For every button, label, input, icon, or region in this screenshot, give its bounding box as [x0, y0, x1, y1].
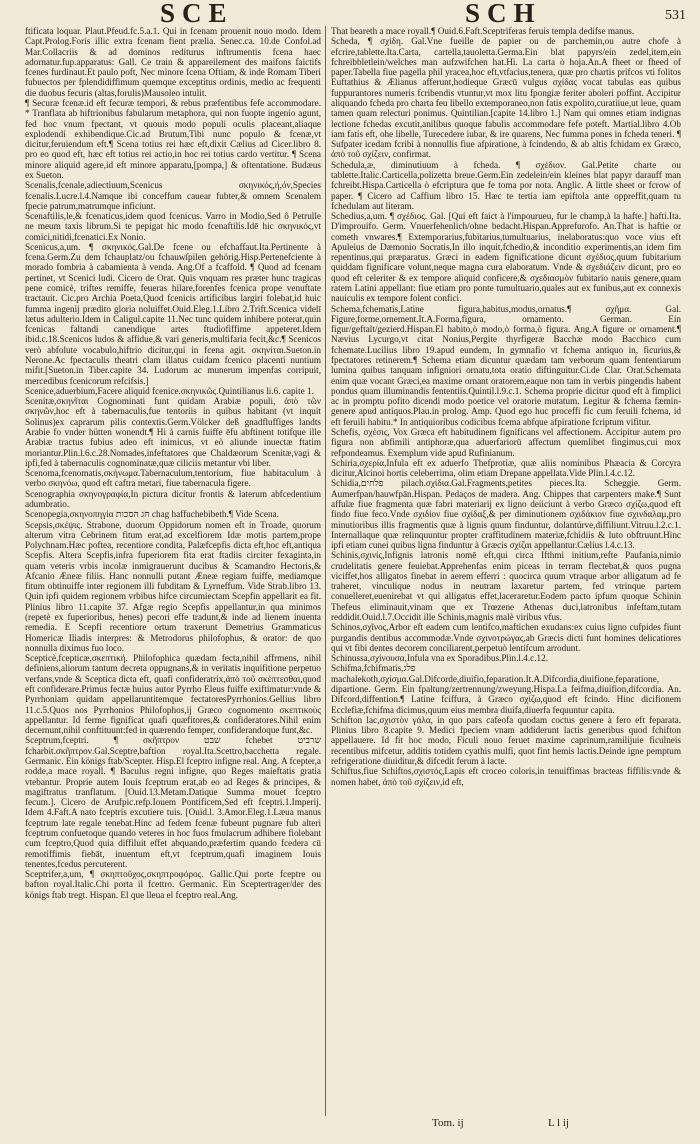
- dictionary-entry: That beareth a mace royall.¶ Ouid.6.Faft.Sceptriferas feruis templa dedifse manus.: [331, 26, 635, 36]
- dictionary-entry: Sceptrifer,a,um, ¶ σκηπτοῦχος,σκηπτροφόρος. Gallic.Qui porte fceptre ou bafton royal.Italic.Chi porta il fcettro. Germanic. Ein Sceptertrager/der des königs ftab tregt. Hispan. El que lleua el fceptro real.Ang.: [25, 869, 321, 900]
- header-left-guide-word: SCE: [160, 0, 234, 28]
- dictionary-entry: Schedius,a,um. ¶ σχέδιος. Gal. [Qui eft faict à l'impourueu, fur le champ,à la hafte.] hafti.Ita. D'improuifo. Germ. Vnuerfehenlich/ohne bedacht.Hispan.Apprefurofo. An.That is haftie or cometh vnwares.¶ Extemporarius,fubitarius,tumultuarius, inelaboratus:quo voce vius eft Apuleius de Dæmonio Socratis,In illo inquit,fchedio,& inconditio experimentis,an idem fim repentinus,qui præparatus. Græci in eadem fignificatione dicunt σχέδιος,quum fubitarium quiddam fignificare volunt,neque magna cura elaboratum. Vnde & σχεδιάζειν dicunt, pro eo quod eft celeriter & ex tempore aliquid conficere,& σχεδιασμὸν fubitario nauis genere,quam ratem Latini appellant: fiue etiam pro ponte tumultuario,quales aut ex funibus,aut ex connexis nauiculis ex tempore folent confici.: [331, 211, 681, 304]
- dictionary-entry: Scenoma,fcenomatis,σκήνωμα.Tabernaculum,tentorium, fiue habitaculum à verbo σκηνόω, quod eft caftra metari, fiue tabernacula figere.: [25, 468, 321, 489]
- dictionary-entry: Schifton lac,σχιστὸν γάλα, in quo pars cafeofa quodam coctus genere à fero eft feparata. Plinius libro 8.capite 9. Medici fpeciem vnam addiderunt lactis generibus quod fchifton appellauere. Id fit hoc modo, Ficuli nouo feruet maxime caprinum,ramilijuie ficulneis recentibus mifcetur, additis totidem cyathis mulfi, quot fint hemis lactis.Deinde igne pemptum refrigeratione diuiditur,& difcedit ferum à lacte.: [331, 714, 681, 766]
- dictionary-entry: Scenographia σκηνογραφία,In pictura dicitur frontis & laterum abfcedentium adumbratio.: [25, 488, 321, 509]
- dictionary-entry: Schinussa,σχίνουσα,Infula vna ex Sporadibus.Plin.l.4.c.12.: [331, 653, 549, 664]
- dictionary-entry: Scenice,aduerbium,Facere aliquid fcenice.σκηνικῶς.Quintilianus li.6. capite 1.: [25, 385, 314, 396]
- dictionary-entry: Schefis, σχέσις, Vox Græca eft habitudinem fignificans vel affectionem. Accipitur autem pro figura non abfimili antiphoræ,qua aduerfariorū affectum quemlibet fingimus,cui mox refpondeamus. Exemplum vide apud Rufinianum.: [331, 426, 681, 458]
- dictionary-entry: Scheda, ¶ σχίδη. Gal.Vne fueille de papier ou de parchemin,ou autre chofe à efcrire,tablette.Ita.Carta, cartella,tauoletta.Germa.Ein blat papyrs/ein zedel,item,ein fchreibbletlein/welches man aufzwifchen hat.Hi. La carta ò hoja.An.A fheet or fheed of paper.Tabella fiue pagella phil yracea,hoc eft,vtfacius,tenera, quæ pro chartis prifcos vti folitos Euftathius & Ælianus afferunt,hodieque Græcū vulgus σχίδας vocat tabulas eas quibus fuppurantores numeris fcribendis vtuntur,vt mox litu fpongiæ feriter aboleri poffint. Accipitur aliquando fcheda pro charta feu libello extemporaneo,non fatis expolito,curatiiue,ut leue, quam tamen quam relecturi ponimus. Quintilian.[capite 14.libro 1.] Nam qui omnes etiam indignas lectione fchedas excutit,anilibus quoque fabulis accommodare fefe poteft. Martial.libro 4.Ob iam fatis eft, ohe libelle, Turecedere iubar, & ire quarens, Nec fumma pones in fcheda teneri. ¶ Sufpater icedam fcribi à nonnullis fiue afpiratione, à fcindendo, & ab altis fchidam ex Græco, ἀπὸ τοῦ σχίζειν, confirmat.: [331, 36, 681, 160]
- dictionary-entry: Scepticè,fcepticæ,σκεπτική. Philofophica quædam fecta,nihil affrmens, nihil definiens,aliorum tantum decreta oppugnans,& in veritatis inquifitione perpetuo verfans,vnde & Sceptica dicta eft, quafi confideratrix,ἀπὸ τοῦ σκέπτεσθαι,quod eft confiderare.Primus fectæ huius autor Pyrrho Eleus fuiffe exiftimatur:vnde & Pyrrhoniam quidam appellaruntitemque fectatoresPyrrhonios.Gellius libro 11.c.5.Quos nos Pyrrhonios Philofophos,ij Græco cognomento σκεπτικοὺς appellantur. Id ferme fignificat quafi quæfitores,& confideratores.Nihil enim decernunt,nihil conftituunt:fed in quærendo femper, confiderandoque funt,&c.: [25, 653, 321, 736]
- dictionary-entry: Scenalis,fcenale,adiectiuum,Scenicus σκηνικός,ή,όν,Species fcenalis.Lucre.l.4.Namque ibi conceffum cauear fubter,& omnem Scenalem fpecie patrum,matrumque inficiunt.: [25, 180, 321, 211]
- right-column: [331, 26, 681, 1114]
- left-column: [25, 26, 321, 1114]
- dictionary-entry: Schinos,σχῖνος,Arbor eft eadem cum lentifco,maftichen exudans:ex cuius ligno cufpides fiunt purgandis dentibus accommodæ.Vnde σχινοτρώγας,ab Græcis dicti funt homines delicatiores qui vt fibi dentes decorem conciliarent,perpetuò lentifcum arrodunt.: [331, 622, 681, 653]
- dictionary-entry: Scenaftilis,le,& fcenaticus,idem quod fcenicus. Varro in Modio,Sed ô Petrulle ne meum taxis librum.Si te pepigat hic modo fcenaftilis.Idē hic σκηνικός,vt comici,nitidi,fcenatici.Ex Nonio.: [25, 211, 321, 242]
- dictionary-entry: Scenicus,a,um. ¶ σκηνικός.Gal.De fcene ou efchaffaut.Ita.Pertinente à fcena.Germ.Zu dem fchauplatz/ou fchauwſpilen gehörig.Hisp.Pertenefciente à morado fombria à cabamienta à venda. Ang.Of a fcaffold. ¶ Quod ad fcenam pertinet, vt Scenici ludi. Cicero de Orat. Quis vnquam res præter hunc tragicas pene comicè, triftes remiffe, feueras hilare,forenfes fcenica prope venuftate tractauit. Cic.pro Archia Poeta,Quod fcenicis artificibus largiri folebat,id huic fumma ingenij prædito gloria noluiffet.Ouid.Eleg.1.Libro 2.Trift.Scenica videlī lætus adulterio.Idem in Caligul.capite 11.Nec tunc quidem inhibere poterat,quin fcenicas faltandi canendique artes ftudiofiffime appeteret.Idem ibid.c.18.Scenicos ludos & affidue,& vari generis,multifaria fecit,&c.¶ Scenicos verò abfolute vocabulo,hiftrio dicitur,qui in fcena agit. σκηνίται.Sueton.in Nerone.Ac fpectaculis theatri clam illatus cuidam fcenico placenti nuntium mifit.[Sueton.in Tiber.capite 34. Ludorum ac munerum impenfas corripuit, mercedibus fcenicorum refcifsis.]: [25, 241, 321, 386]
- header-right-guide-word: SCH: [465, 0, 542, 28]
- column-divider: [325, 26, 326, 1116]
- dictionary-entry: ftificata loquar. Plaut.Pfeud.fc.5.a.1. Qui in fcenam prouenit nouo modo. Idem Capt.Prolog.Foris illic extra fcenam fient prælia. Senec.ca. 10.de Confol.ad Mar.Collacriis & ad dominos rediturus inftrumentis fcena haec adornatur.fup.apparatus: Gall. Ce train & appareilement des maifons faictifs fcenes furdinaut.Et paulo poft, Nec minore fcena Oftiam, & inde Romam Tiberi fubuectos per fplendidiffimum quemque exceptitus ordinis, medio ac frequenti die duobus fecuris (altas,forulis)Mausoleo intulit.: [25, 26, 321, 98]
- dictionary-entry: Schema,fchematis,Latine figura,habitus,modus,ornatus.¶ σχῆμα. Gal. Figure,forme,ornement.It.A.Forma,figura, ornamento. German. Ein figur/geftalt/gezierd.Hispan.El habito,ò modo,ò forma,ò figura. Ang.A figure or ornament.¶ Nævius Lycurgo,vt citat Nonius,Pergite thyrfigeræ Bacchæ modo Bacchico cum fchemate.Lucilius libro 19.apud eundem, In gymnafio vt fchema antiquo in, ficurius,& fpectatores retinerem.¶ Schema etiam dicuntur quædam tam verborum quam fententiarum lumina quibus tanquam infigniori ornatu,tota oratio diftinguitur.Ci.de Clar. Orat.Schemata enim quæ vocant Græci,ea maxime ornant oratorem,eaque non tam in verbis pingendis habent pondus quam illuminandis fententiis.Quintil.l.9.c.1. Schema proprie dicitur quod eft à fimplici ac in promptu pofito dicendi modo poetice vel oratorie mutatum. Legitur & fchema fæmin-genere apud antiquos.Plau.in prolog. Amp. Quod ego huc proceffi fic cum feruili fchema, id eft feruili habitu.* In antiquioribus codicibus fcema abfque afpiratione fcriptum vifitur.: [331, 303, 681, 427]
- dictionary-entry: Schedula,æ, diminutiuum à fcheda. ¶ σχέδιον. Gal.Petite charte ou tablette.Italic.Carticella,polizetta breue.Germ.Ein zedelein/ein kleines blat papyr darauff man fchreibt.Hispa.Carticella ò efcriptura que fe toma por nota. Anglic. A little sheet or fcrow of paper. ¶ Cicero ad Caffium libro 15. Hæc te tertia iam epiftola ante oppreffit,quam tu fchedulam aut literam.: [331, 159, 681, 211]
- footer-tome: Tom. ij: [432, 1117, 464, 1129]
- dictionary-entry: Schidia,‫פלחים‬ pilach.σχίδια.Gal.Fragments,petites pieces.Ita. Scheggie. Germ. Aumerfpan/hauwfpān.Hispan. Pedaços de madera. Ang. Chippes that carpenters make.¶ Sunt affulæ fiue fragmenta quæ fabri materiarij ex ligno deiiciunt à verbo Græco σχίζω,quod eft findo fiue feco.Vnde σχιδίον fiue σχίδαξ,& per diminutionem σχιδάκιον fiue σχινδαλαμ,pro minutioribus illis fragmentis quæ à lignis quum finduntur, dolantúrve,diffiliunt.Vitruu.l.2.c.1. Internallaque quæ relinquuntur propter craffitudinem materiæ,fchidiis & luto obftruunt.Hinc ipfi etiam cunei quibus ligna finduntur à Græcis σχίζαι appellantur.Cælius l.4.c.13.: [331, 478, 681, 551]
- dictionary-entry: Schiria,σχερία,Infula eft ex aduerfo Thefprotiæ, quæ aliis nominibus Phæacia & Corcyra dicitur,Alcinoi hortis celeberrima, olim etiam Drepane appellata.Vide Plin.l.4.c.12.: [331, 457, 681, 479]
- page-number: 531: [665, 8, 686, 23]
- dictionary-entry: ¶ Securæ fcenæ.id eft fecuræ tempori, & rebus præfentibus fefe accommodare. * Tranflata ab hiftrionibus fabularum metaphora, qui non fuopte ingenio agunt, fed hoc vnum fpectant, vt quouis modo populi oculis placeant,aliaque explodendi exhibendique.Cic.ad Brutum,Tibi nunc populo & fcenæ,vt dicitur,feruiendum eft.¶ Scena totius rei hæc eft,dixit Cælius ad Cicer.libro 8. pro eo quod eft, hæc eft totius rei actio,in hoc rei totius cardo vertitur. ¶ Scena minore aliquid agere,id eft minore apparatu,[pompa,] & oftentatione. Budæus ex Sueton.: [25, 97, 321, 180]
- dictionary-entry: Schiftus,fiue Schiftos,σχιστός,Lapis eft croceo coloris,in tenuiffimas bracteas fiffilis:vnde & nomen habet, ἀπὸ τοῦ σχίζειν,id eft,: [331, 766, 681, 787]
- footer-signature-mark: L l ij: [548, 1117, 569, 1129]
- dictionary-entry: Scenitæ,σκηνῖται Cognominati funt quidam Arabiæ populi, ἀπὸ τῶν σκηνῶν,hoc eft à tabernaculis,fue tentoriis in quibus habitant (vt inquit Solinus)ex caprarum pilis contextis.Germ.Völcker deß gnadfluffiges landts Arabie fo vnder hütten wonendt.¶ Hi à carnis fuiffe ēfu abftinent totifque ille Arabiæ tractus fubius adeo eft inimicus, vt eò aliunde inuectæ ftatim moriantur.Plin.l.6.c.28.Nomades,infeftatores que Chaldæorum Scenitæ,vagi & ipfi,fed à tabernaculis cognominatæ,quæ ciliciis metantur vbi liber.: [25, 396, 321, 468]
- dictionary-entry: Schifma,fchifmatis,‫פלג‬ machalekoth,σχίσμα.Gal.Difcorde,diuifio,feparation.It.A.Difcordia,diuifione,feparatione, dipartione. Germ. Ein fpaltung/zertrennung/zweyung.Hispa.La feifma,diuifion,difcordia. An. Difcord,diffention.¶ Latine fciffura, à Græco σχίζω,quod eft fcindo. Hinc dicifionem Ecclefiæ,fchifma dicimus,quum eius membra diuifa,diuerfa fequuntur capita.: [331, 663, 681, 715]
- dictionary-entry: Scenopegia,σκηνοπηγία ‫חג הסכות‬ chag haffuchebibeth.¶ Vide Scena.: [25, 509, 279, 520]
- dictionary-entry: Scepsis,σκέψις. Strabone, duorum Oppidorum nomen eft in Troade, quorum alterum vitra Cebrinem fitum erat,ad excelfiorem Idæ motis partem,prope Polychnam.Hæc poftea, recentiore condita, Palæfcepfis dicta eft,hoc eft,antiqua Scepfis. Altera Scepfis,infra fuperiorem fita erat ftadiis circiter fexaginta,in quam veteris vrbis incolæ inmigrauerunt ducibus & Scamandro Hectoris,& Afcanio Æneæ filiis. Hanc nonnulli putant Æneæ regiam fuiffe, mediamque fitum obtinuiffe inter regionem illi fubditam & Lyrneffum. Vide Strab.libro 13. Quin ipfi quidem regionem vrbibus hifce circumiectam Scepfin appellarit ea fit. Plinius libro 11.capite 37. Afgæ regio Scepfis appellantur,in qua minimos (repetè ex fuperioribus, henes) pecori effe tradunt,& inde ad lienem inuenta remedia. E Scepfi recentiore ortum traxerunt Demetrius Grammaticus Homericæ Iliadis interpres: & Metrodorus philofophus, & orator: de quo nonnulla diximus fuo loco.: [25, 519, 321, 653]
- dictionary-entry: Schinis,σχινίς,Infignis latronis nomē eft,qui circa Ifthmi initium,refte Paufania,nimio crudelitatis genere feuiebat.Apprehenfas enim piceas in terram flectebat,& quos pugna viciffet,hos alligatos finebat in aerem efferri : quocirca quum vtraque arbor alligatum ad fe traheret, vinculique nodus in neutram laxaretur partem, fed vtrinque partem conuelleret,euenirebat vt qui alligatus effet,laceraretur.Eodem pacto ipfum quoque Schinin Thefeus eliminauit,vinam que ex Trœzene Athenas duci,latronibus infeftam,tutam reddidit.Ouid.l.7.Occidit ille Schinis,magnis malè viribus vfus.: [331, 550, 681, 623]
- dictionary-entry: Sceptrum,fceptri. ¶ σκῆπτρον ‫שבט‬ fchebet ‫שרביט‬ fcharbit.σκῆπτρον.Gal.Sceptre,baftion royal.Ita.Scettro,bacchetta regale. Germanic. Ein königs ftab/Scepter. Hisp.El fceptro infigne real. Ang. A fcepter,a rodde,a mace royall. ¶ Baculus regni infigne, quo Reges maieftatis gratia vtebantur. Proprie autem Iouis fceptrum erat,ab eo ad Reges & principes, & magiftratus tranflatum. [Ouid.13.Metam.Datique Summa mouet fceptro fecum.]. Cicero de Arufpic.refp.Iouem Pontificem,Sed eft fceptri.1.Imperij. Idem 4.Faft.A nato fceptris excutiere tuis. [Ouid.l. 3.Amor.Eleg.1.Læua manus fceptrum late regale tenebat.Hinc ad fedem fcenæ fubeunt pugnare fub alteri fceptrum confuetoque quando veteres in hoc fuos fmulacrum adhibere fiolebant cum fceptro,Quod quia diffiluit effet abquando,præfertim quando fcedera cū remotiffimis fiebāt, inuentum eft,vt fceptrum,quafi imaginem Iouis tenentes,fcedus percuterent.: [25, 735, 321, 869]
